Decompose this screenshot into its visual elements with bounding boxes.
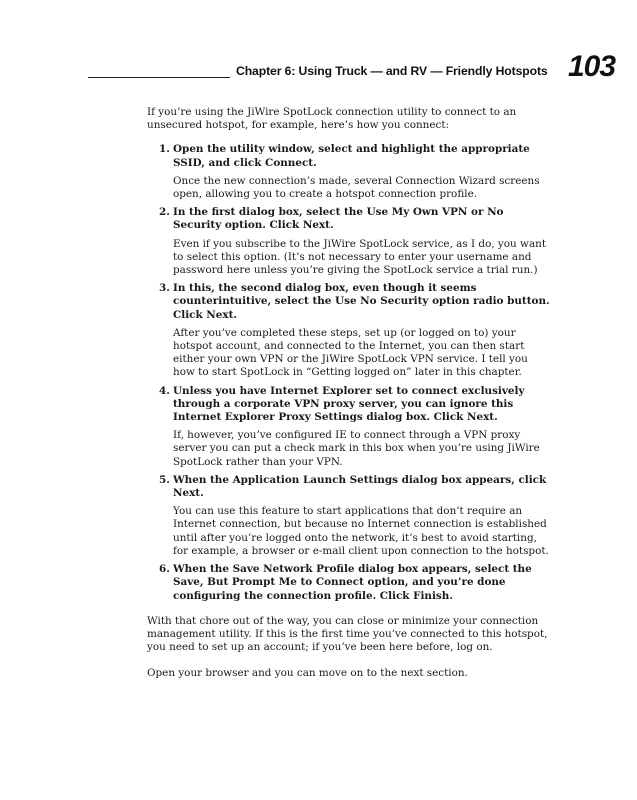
step-number: 1. bbox=[159, 143, 170, 156]
step-detail: You can use this feature to start applications that don’t require an Internet connection, but because no Internet connection is established until after you’re logged onto the network, it’s best to avoid starting, for example, a browser or e-mail client upon connection to the hotspot. bbox=[173, 505, 549, 557]
step-number: 4. bbox=[159, 384, 170, 397]
step-1 bbox=[147, 143, 552, 201]
step-3 bbox=[147, 282, 552, 379]
step-title: In this, the second dialog box, even though it seems counterintuitive, select the Use No Security option radio button. Click Next. bbox=[173, 282, 550, 321]
step-title: Unless you have Internet Explorer set to connect exclusively through a corporate VPN proxy server, you can ignore this Internet Explorer Proxy Settings dialog box. Click Next. bbox=[173, 384, 525, 424]
step-title: When the Save Network Profile dialog box appears, select the Save, But Prompt Me to Connect option, and you’re done configuring the connection profile. Click Finish. bbox=[173, 563, 532, 602]
page-number: 103 bbox=[568, 50, 616, 83]
step-4 bbox=[147, 385, 552, 469]
closing-paragraph-2: Open your browser and you can move on to the next section. bbox=[147, 667, 468, 680]
step-5 bbox=[147, 474, 552, 558]
step-detail: Even if you subscribe to the JiWire SpotLock service, as I do, you want to select this option. (It’s not necessary to enter your username and password here unless you’re giving the SpotLock service a trial run.) bbox=[173, 237, 547, 277]
step-detail: Once the new connection’s made, several Connection Wizard screens open, allowing you to create a hotspot connection profile. bbox=[173, 174, 540, 201]
step-detail: If, however, you’ve configured IE to connect through a VPN proxy server you can put a check mark in this box when you’re using JiWire SpotLock rather than your VPN. bbox=[173, 429, 540, 468]
running-header bbox=[0, 50, 637, 90]
header-rule bbox=[88, 77, 230, 78]
intro-paragraph: If you’re using the JiWire SpotLock connection utility to connect to an unsecured hotspot, for example, here’s how you connect: bbox=[147, 106, 517, 132]
step-number: 3. bbox=[159, 282, 170, 295]
step-number: 6. bbox=[159, 563, 170, 576]
step-title: When the Application Launch Settings dialog box appears, click Next. bbox=[173, 473, 547, 500]
step-number: 2. bbox=[159, 206, 170, 219]
step-number: 5. bbox=[159, 473, 170, 486]
step-title: In the first dialog box, select the Use My Own VPN or No Security option. Click Next. bbox=[173, 206, 504, 232]
page-body bbox=[147, 106, 552, 694]
step-6 bbox=[147, 563, 552, 603]
chapter-title: Chapter 6: Using Truck — and RV — Friendly Hotspots bbox=[236, 64, 548, 78]
steps-list bbox=[147, 143, 552, 602]
closing-paragraph-1: With that chore out of the way, you can close or minimize your connection management utility. If this is the first time you’ve connected to this hotspot, you need to set up an account; if you’ve been here before, log on. bbox=[147, 614, 548, 654]
step-title: Open the utility window, select and highlight the appropriate SSID, and click Connect. bbox=[173, 143, 530, 169]
step-2 bbox=[147, 206, 552, 277]
step-detail: After you’ve completed these steps, set up (or logged on to) your hotspot account, and connected to the Internet, you can then start either your own VPN or the JiWire SpotLock VPN service. I tell you how to start SpotLock in “Getting logged on” later in this chapter. bbox=[173, 326, 528, 379]
